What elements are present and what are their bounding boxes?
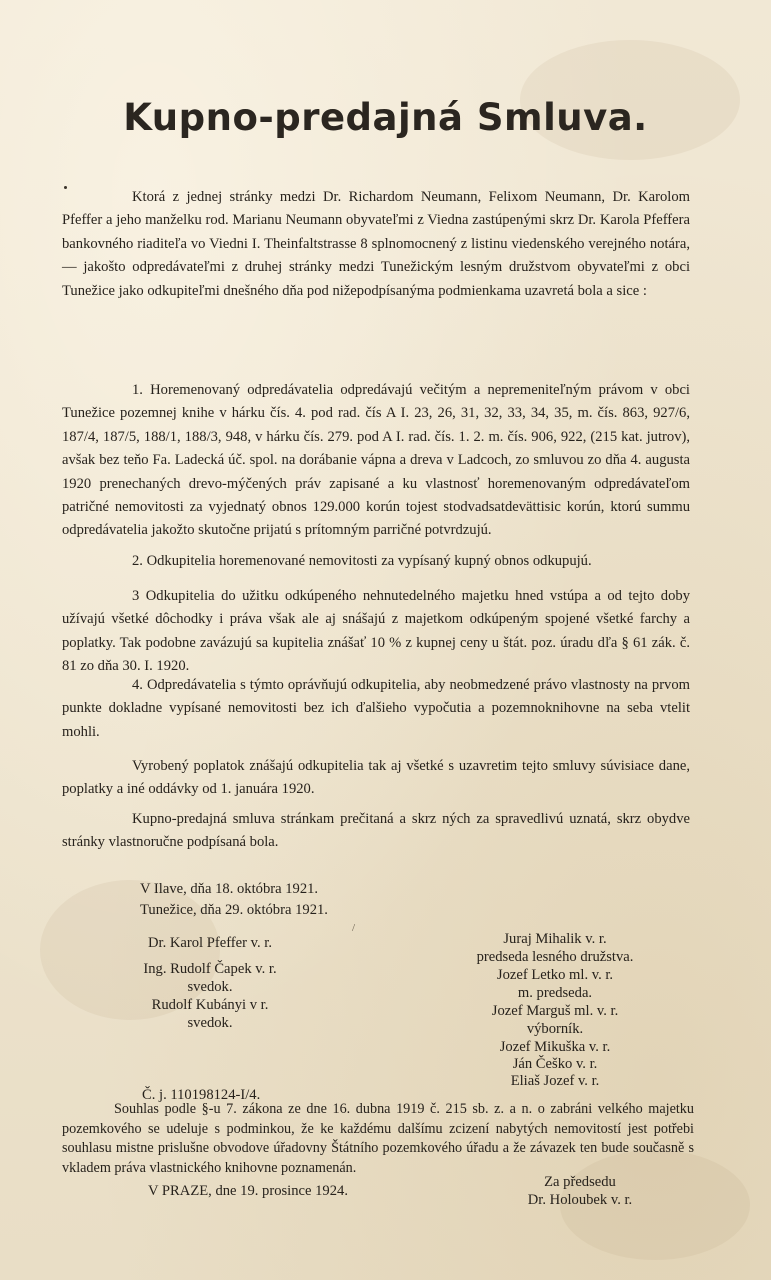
role-board-member: výborník. [526,1021,584,1037]
role-vice-chairman: m. predseda. [517,985,593,1001]
intro-text: Ktorá z jednej stránky medzi Dr. Richardom Neumann, Felixom Neumann, Dr. Karolom Pfeffer a jeho manželku rod. Marianu Neumann obyvateľmi z Viedna zastúpenými skrz Dr. Karola Pfeffera bankovného riaditeľa vo Viedni I. Theinfaltstrasse 8 splnomocnený z listinu viedenského verejného notára, — jakošto odpredávateľmi z druhej stránky medzi Tunežickým lesným družstvom obyvateľmi z obci Tunežice jako odkupiteľmi dnešného dňa pod nižepodpísanýma podmienkama uzavretá bola a sice : [62,189,690,299]
point-4-paragraph [62,674,690,744]
signature-cesko: Ján Češko v. r. [512,1056,598,1072]
pencil-mark: / [352,922,356,934]
approval-text: Souhlas podle §-u 7. zákona ze dne 16. dubna 1919 č. 215 sb. z. a n. o zabráni velkého majetku pozemkového se udeluje s podminkou, že ke každému dalšímu zcizení nabytých nemovitostí jest potřebi souhlasu mistne prislušne obvodove úřadovny Štátního pozemkového úřadu a že závazek ten bude současně s vkladem práva vlastnického knihovne poznamenán. [62,1101,694,1176]
point-4-text: 4. Odpredávatelia s týmto oprávňujú odkupitelia, aby neobmedzené právo vlastnosty na prvom punkte dokladne vypísané nemovitosti bez ich ďalšieho vypočutia a pozemnoknihovne na seba vtelit mohli. [62,677,690,740]
signature-margus: Jozef Marguš ml. v. r. [491,1003,619,1019]
place-date-ilava: V Ilave, dňa 18. októbra 1921. [140,881,319,897]
point-1-text: 1. Horemenovaný odpredávatelia odpredávajú večitým a nepremeniteľným právom v obci Tunežice pozemnej knihe v hárku čís. 4. pod rad. čís A I. 23, 26, 31, 32, 33, 34, 35, m. čís. 863, 927/6, 187/4, 187/5, 188/1, 188/3, 948, v hárku čís. 279. pod A I. rad. čís. 1. 2. m. čís. 906, 922, (215 kat. jutrov), avšak bez teňo Fa. Ladecká úč. spol. na dorábanie vápna a dreva v Ladcoch, zo smluvou zo dňa 4. augusta 1920 prenechaných drevo-mýčených práv zapisané a ku vlastnosť horemenovaným odpredávateľom patričné nemovitosti za vyjednatý obnos 129.000 korún tojest stodvadsatdevättisic korún, ktorú summu odpredávatelia jakožto skutočne prijatú s prítomným parričné potvrdzujú. [62,382,690,539]
signature-capek: Ing. Rudolf Čapek v. r. [143,961,277,977]
approval-signature-title: Za předsedu [544,1174,616,1190]
fees-paragraph [62,755,690,802]
document-title: Kupno-predajná Smluva. [123,96,648,139]
fees-text: Vyrobený poplatok znášajú odkupitelia tak aj všetké s uzavretim tejto smluvy súvisiace dane, poplatky a iné oddávky od 1. januára 1920. [62,758,690,798]
point-3-paragraph [62,585,690,679]
approval-place-date: V PRAZE, dne 19. prosince 1924. [148,1183,348,1199]
signature-elias: Eliaš Jozef v. r. [510,1073,600,1089]
closing-text: Kupno-predajná smluva stránkam prečitaná a skrz ných za spravedlivú uznatá, skrz obydve stránky vlastnoručne podpísaná bola. [62,811,690,851]
witness-label-2: svedok. [187,1015,233,1031]
signature-mihalik: Juraj Mihalik v. r. [503,931,607,947]
approval-signature-name: Dr. Holoubek v. r. [527,1192,633,1208]
witness-label-1: svedok. [187,979,233,995]
intro-paragraph [62,186,690,303]
signature-pfeffer: Dr. Karol Pfeffer v. r. [147,935,272,951]
point-3-text: 3 Odkupitelia do užitku odkúpeného nehnutedelného majetku hned vstúpa a od tejto doby užívajú všetké dôchodky i práva však ale aj snášajú z majetkom odkúpeným spojené všetké farchy a poplatky. Tak podobne zavázujú sa kupitelia znášať 10 % z kupnej ceny u štát. poz. úradu dľa § 61 zák. č. 81 zo dňa 30. I. 1920. [62,588,690,675]
reference-number: Č. j. 110198124-I/4. [142,1087,261,1103]
role-chairman: predseda lesného družstva. [476,949,634,965]
signature-kubanyi: Rudolf Kubányi v r. [151,997,269,1013]
closing-paragraph [62,808,690,855]
point-2-text: 2. Odkupitelia horemenované nemovitosti za vypísaný kupný obnos odkupujú. [132,553,592,569]
signature-mikuska: Jozef Mikuška v. r. [499,1039,611,1055]
approval-paragraph [62,1100,694,1178]
point-2-paragraph [62,550,690,573]
signature-letko: Jozef Letko ml. v. r. [496,967,614,983]
place-date-tunezice: Tunežice, dňa 29. októbra 1921. [140,902,328,918]
point-1-paragraph [62,379,690,543]
